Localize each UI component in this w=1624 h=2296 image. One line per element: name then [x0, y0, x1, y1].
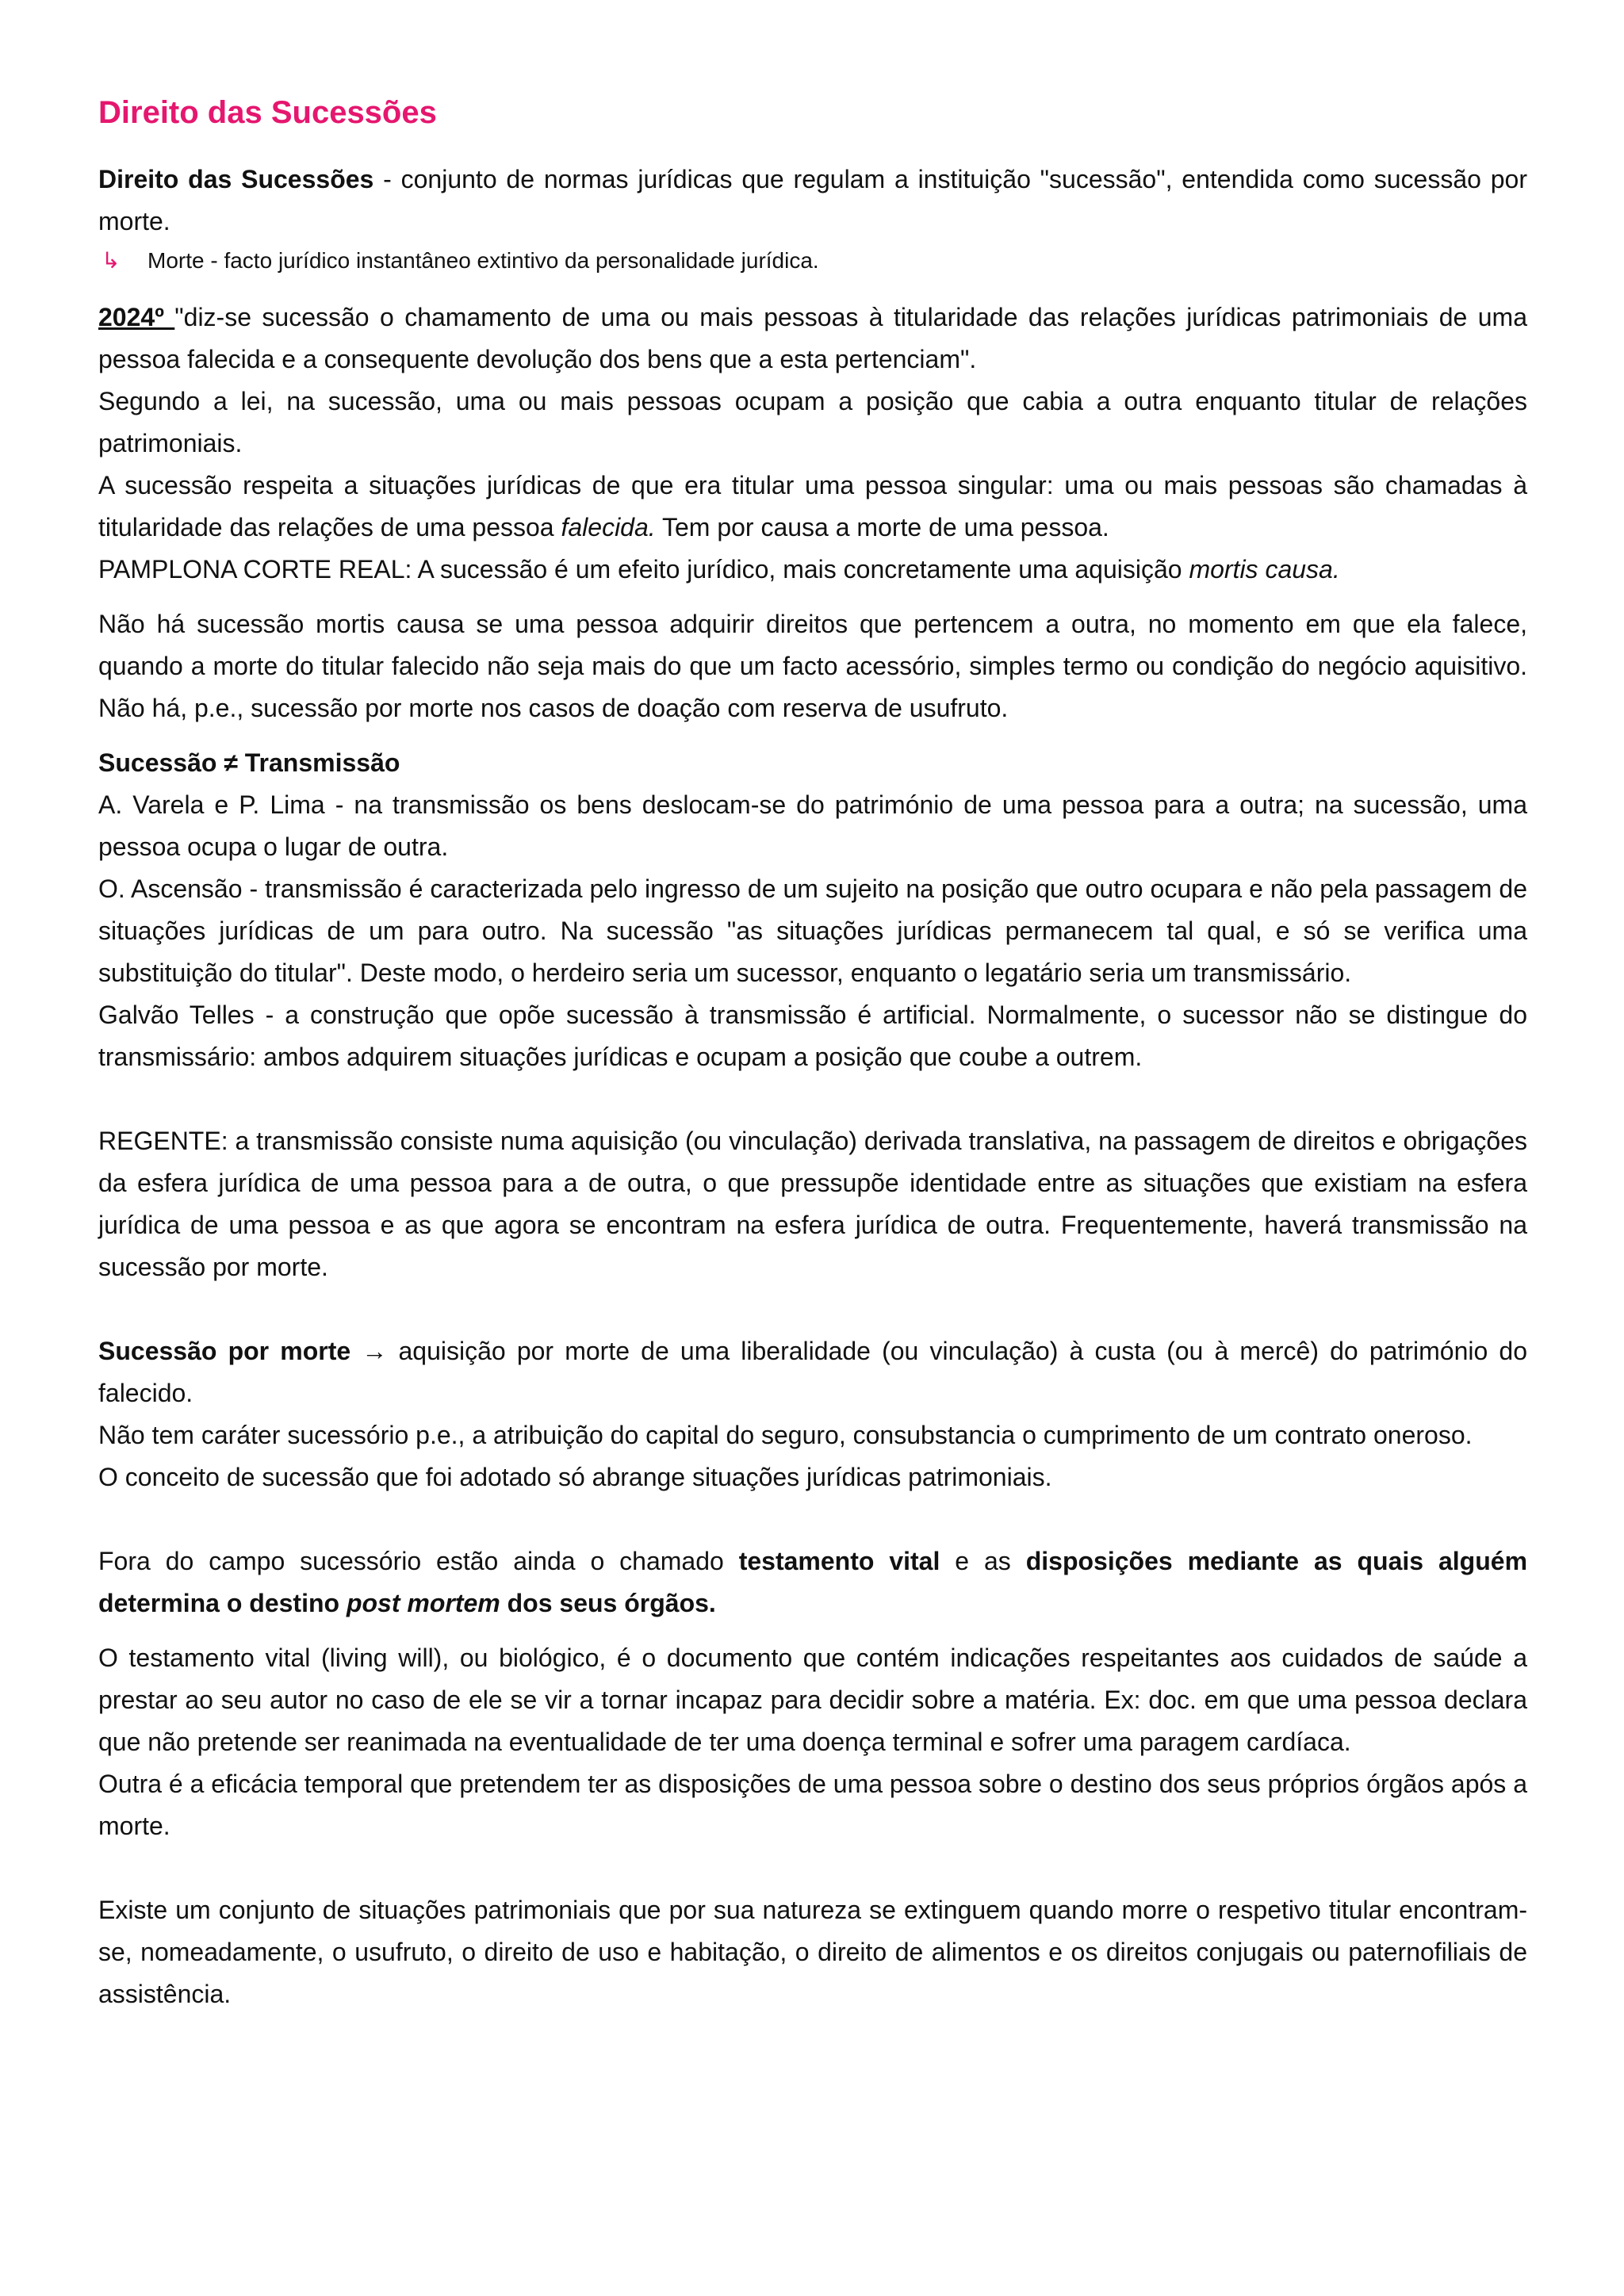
right-arrow-icon: → — [350, 1337, 399, 1365]
section-heading: Sucessão ≠ Transmissão — [98, 748, 400, 777]
paragraph: Outra é a eficácia temporal que pretendem ter as disposições de uma pessoa sobre o destino dos seus próprios órgãos após a morte. — [98, 1770, 1527, 1840]
article-2024-paragraph: 2024º "diz-se sucessão o chamamento de uma ou mais pessoas à titularidade das relações jurídicas patrimoniais de uma pessoa falecida e a consequente devolução dos bens que a esta pertenciam". — [98, 303, 1528, 373]
paragraph: REGENTE: a transmissão consiste numa aquisição (ou vinculação) derivada translativa, na passagem de direitos e obrigações da esfera jurídica de uma pessoa para a de outra, o que pressupõe identidade entre as situações que existiam na esfera jurídica de uma pessoa e as que agora se encontram na esfera jurídica de outra. Frequentemente, haverá transmissão na sucessão por morte. — [98, 1127, 1527, 1281]
paragraph: Segundo a lei, na sucessão, uma ou mais pessoas ocupam a posição que cabia a outra enquanto titular de relações patrimoniais. — [98, 387, 1527, 457]
article-number: 2024º — [98, 303, 175, 331]
paragraph: Existe um conjunto de situações patrimoniais que por sua natureza se extinguem quando morre o respetivo titular encontram-se, nomeadamente, o usufruto, o direito de uso e habitação, o direito de alimentos e os direitos conjugais ou paternofiliais de assistência. — [98, 1896, 1527, 2008]
paragraph: Não há sucessão mortis causa se uma pessoa adquirir direitos que pertencem a outra, no momento em que ela falece, quando a morte do titular falecido não seja mais do que um facto acessório, simples termo ou condição do negócio aquisitivo. Não há, p.e., sucessão por morte nos casos de doação com reserva de usufruto. — [98, 610, 1527, 722]
page-title: Direito das Sucessões — [98, 95, 437, 130]
paragraph: O testamento vital (living will), ou biológico, é o documento que contém indicações respeitantes aos cuidados de saúde a prestar ao seu autor no caso de ele se vir a tornar incapaz para decidir sobre a matéria. Ex: doc. em que uma pessoa declara que não pretende ser reanimada na eventualidade de ter uma doença terminal e sofrer uma paragem cardíaca. — [98, 1644, 1527, 1756]
paragraph: A sucessão respeita a situações jurídicas de que era titular uma pessoa singular: uma ou mais pessoas são chamadas à titularidade das relações de uma pessoa falecida. Tem por causa a morte de uma pessoa. — [98, 471, 1527, 541]
term-bold: Direito das Sucessões — [98, 165, 374, 193]
note-morte: ↳ Morte - facto jurídico instantâneo extintivo da personalidade jurídica. — [98, 243, 1527, 279]
paragraph: Sucessão por morte → aquisição por morte de uma liberalidade (ou vinculação) à custa (ou à mercê) do património do falecido. — [98, 1337, 1528, 1407]
paragraph: O conceito de sucessão que foi adotado só abrange situações jurídicas patrimoniais. — [98, 1463, 1052, 1491]
paragraph: O. Ascensão - transmissão é caracterizada pelo ingresso de um sujeito na posição que outro ocupara e não pela passagem de situações jurídicas de um para outro. Na sucessão "as situações jurídicas permanecem tal qual, e só se verifica uma substituição do titular". Deste modo, o herdeiro seria um sucessor, enquanto o legatário seria um transmissário. — [98, 874, 1527, 987]
paragraph: PAMPLONA CORTE REAL: A sucessão é um efeito jurídico, mais concretamente uma aquisição mortis causa. — [98, 555, 1340, 584]
document-page — [98, 94, 1527, 2015]
definition-paragraph: Direito das Sucessões - conjunto de normas jurídicas que regulam a instituição "sucessão", entendida como sucessão por morte. — [98, 165, 1528, 235]
return-arrow-icon: ↳ — [102, 248, 121, 273]
paragraph: Galvão Telles - a construção que opõe sucessão à transmissão é artificial. Normalmente, o sucessor não se distingue do transmissário: ambos adquirem situações jurídicas e ocupam a posição que coube a outrem. — [98, 1001, 1527, 1071]
paragraph: Fora do campo sucessório estão ainda o chamado testamento vital e as disposições mediante as quais alguém determina o destino post mortem dos seus órgãos. — [98, 1547, 1528, 1617]
paragraph: A. Varela e P. Lima - na transmissão os bens deslocam-se do património de uma pessoa para a outra; na sucessão, uma pessoa ocupa o lugar de outra. — [98, 790, 1527, 861]
paragraph: Não tem caráter sucessório p.e., a atribuição do capital do seguro, consubstancia o cumprimento de um contrato oneroso. — [98, 1421, 1473, 1449]
